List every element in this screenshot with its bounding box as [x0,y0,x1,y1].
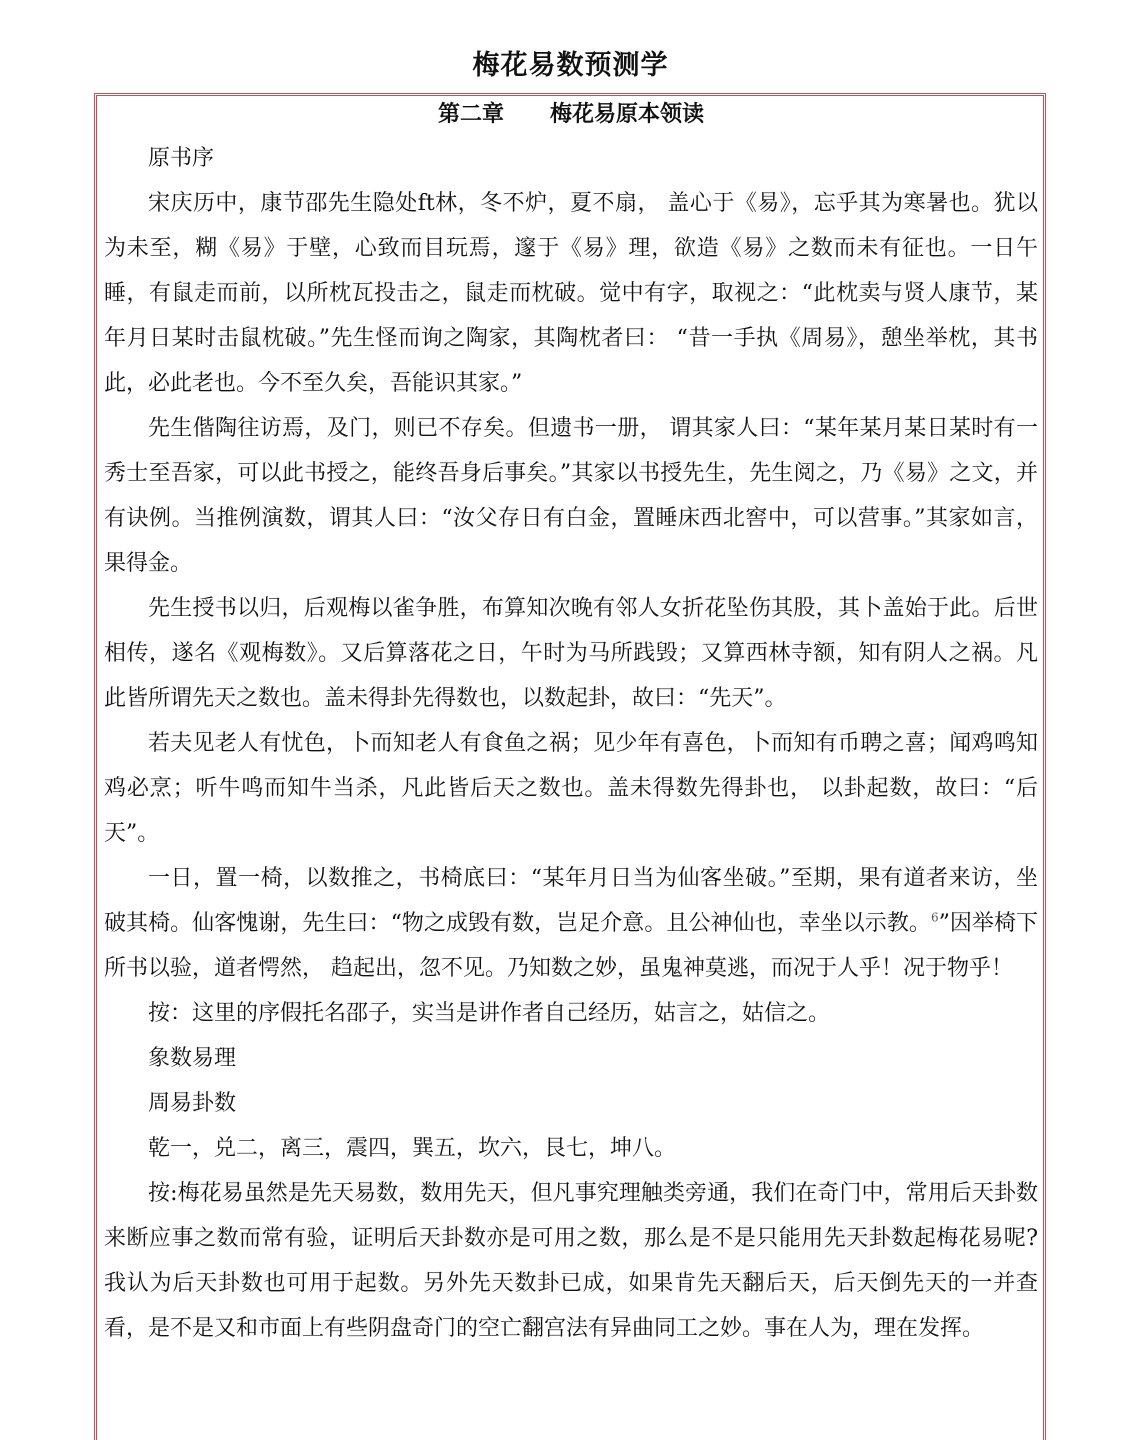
document-title: 梅花易数预测学 [472,50,669,81]
paragraph-5-part2: ”因举椅下所书以验，道者愕然， 趋起出，忽不见。乃知数之妙，虽鬼神莫逃，而况于人乎！况于物乎！ [104,911,1039,981]
paragraph-3: 先生授书以归，后观梅以雀争胜，布算知次晚有邻人女折花坠伤其股，其卜盖始于此。后世相传，遂名《观梅数》。又后算落花之日，午时为马所践毁；又算西林寺额，知有阴人之祸。凡此皆所谓先天之数也。盖未得卦先得数也，以数起卦，故曰：“先天”。 [104,596,1038,711]
note-1: 按：这里的序假托名邵子，实当是讲作者自己经历，姑言之，姑信之。 [148,1001,831,1026]
footnote-marker[interactable]: 6 [930,910,939,925]
trigram-numbers: 乾一，兑二，离三，震四，巽五，坎六，艮七，坤八。 [148,1136,677,1161]
chapter-heading [104,96,1038,132]
section-heading-guashu: 周易卦数 [148,1091,237,1116]
paragraph-5 [104,856,1038,991]
paragraph-1: 宋庆历中，康节邵先生隐处ft林，冬不炉，夏不扇， 盖心于《易》，忘乎其为寒暑也。犹以为未至，糊《易》于壁，心致而目玩焉，邃于《易》理，欲造《易》之数而未有征也。一日午睡，有鼠走而前，以所枕瓦投击之，鼠走而枕破。觉中有字，取视之：“此枕卖与贤人康节，某年月日某时击鼠枕破。”先生怪而询之陶家，其陶枕者曰： “昔一手执《周易》，憩坐举枕，其书此，必此老也。今不至久矣，吾能识其家。” [104,191,1038,396]
section-heading-preface: 原书序 [148,146,215,171]
note-2: 按:梅花易虽然是先天易数，数用先天，但凡事究理触类旁通，我们在奇门中，常用后天卦数来断应事之数而常有验，证明后天卦数亦是可用之数，那么是不是只能用先天卦数起梅花易呢?我认为后天卦数也可用于起数。另外先天数卦已成，如果肯先天翻后天，后天倒先天的一并查看，是不是又和市面上有些阴盘奇门的空亡翻宫法有异曲同工之妙。事在人为，理在发挥。 [104,1181,1038,1341]
chapter-number: 第二章 [437,101,504,127]
chapter-title: 梅花易原本领读 [550,101,705,127]
paragraph-2: 先生偕陶往访焉，及门，则已不存矣。但遗书一册， 谓其家人曰：“某年某月某日某时有一秀士至吾家，可以此书授之，能终吾身后事矣。”其家以书授先生，先生阅之，乃《易》之文，并有诀例。当推例演数，谓其人曰：“汝父存日有白金，置睡床西北窖中，可以营事。”其家如言，果得金。 [104,416,1038,576]
page-content [104,96,1038,1351]
paragraph-4: 若夫见老人有忧色，卜而知老人有食鱼之祸；见少年有喜色，卜而知有币聘之喜；闻鸡鸣知鸡必烹；听牛鸣而知牛当杀，凡此皆后天之数也。盖未得数先得卦也， 以卦起数，故曰：“后天”。 [104,731,1038,846]
paragraph-5-part1: 一日，置一椅，以数推之，书椅底曰：“某年月日当为仙客坐破。”至期，果有道者来访，坐破其椅。仙客愧谢，先生曰：“物之成毁有数，岂足介意。且公神仙也，幸坐以示教。 [104,866,1038,936]
section-heading-xiangshu: 象数易理 [148,1046,237,1071]
